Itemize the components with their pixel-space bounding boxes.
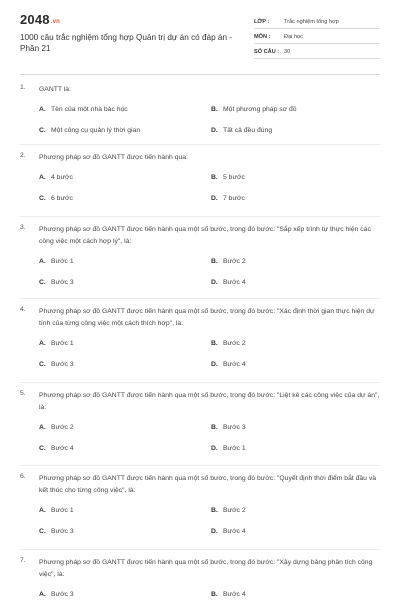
option-letter: C. <box>39 445 46 452</box>
question-text: Phương pháp sơ đồ GANTT được tiến hành qua một số bước, trong đó bước: "Quyết định thời điểm bắt đầu và kết thúc cho từng công việc", là: <box>39 475 377 494</box>
meta-label: LỚP : <box>254 19 270 25</box>
option-letter: B. <box>211 591 218 598</box>
question-number: 6. <box>20 473 26 480</box>
answer-option[interactable] <box>211 424 246 431</box>
option-letter: C. <box>39 279 46 286</box>
option-text: Bước 3 <box>51 528 74 535</box>
answer-option[interactable] <box>211 340 246 347</box>
option-letter: C. <box>39 127 46 134</box>
answer-option[interactable] <box>39 507 74 514</box>
option-letter: D. <box>211 127 218 134</box>
logo-suffix: .vn <box>50 19 61 25</box>
option-text: Bước 3 <box>51 361 74 368</box>
question-separator <box>20 549 380 550</box>
answer-option[interactable] <box>211 591 246 598</box>
option-text: Một công cụ quản lý thời gian <box>51 127 141 134</box>
question-number: 2. <box>20 152 26 159</box>
meta-value: Trắc nghiệm tổng hợp <box>284 19 339 25</box>
answer-option[interactable] <box>39 127 140 134</box>
meta-subject <box>254 31 380 44</box>
option-letter: A. <box>39 258 46 265</box>
option-letter: D. <box>211 528 218 535</box>
question-separator <box>20 382 380 383</box>
option-text: Bước 3 <box>51 279 74 286</box>
option-text: Bước 2 <box>223 340 246 347</box>
answer-option[interactable] <box>39 361 74 368</box>
meta-value: 30 <box>284 49 291 55</box>
option-text: Tên của một nhà bác học <box>51 106 128 113</box>
question-number: 3. <box>20 224 26 231</box>
option-text: 5 bước <box>223 174 245 181</box>
question-number: 4. <box>20 306 26 313</box>
option-letter: B. <box>211 507 218 514</box>
option-letter: C. <box>39 528 46 535</box>
document-header <box>0 0 400 70</box>
option-text: Bước 1 <box>223 445 246 452</box>
question-text: Phương pháp sơ đồ GANTT được tiến hành qua một số bước, trong đó bước: "Liệt kê các công việc của dự án", là: <box>39 392 380 411</box>
question-text: Phương pháp sơ đồ GANTT được tiến hành qua một số bước, trong đó bước: "Sắp xếp trình tự thực hiện các công việc một cách hợp lý", là: <box>39 226 371 245</box>
answer-option[interactable] <box>39 174 73 181</box>
option-text: Bước 4 <box>223 528 246 535</box>
answer-option[interactable] <box>211 361 246 368</box>
meta-class <box>254 16 380 29</box>
question-text: GANTT là: <box>39 86 71 93</box>
option-letter: D. <box>211 445 218 452</box>
option-text: Bước 4 <box>223 361 246 368</box>
logo-text: 2048 <box>20 12 50 27</box>
option-text: 4 bước <box>51 174 73 181</box>
site-logo[interactable] <box>20 12 60 27</box>
option-letter: A. <box>39 106 46 113</box>
option-letter: D. <box>211 195 218 202</box>
question-text: Phương pháp sơ đồ GANTT được tiến hành qua một số bước, trong đó bước: "Xác định thời gian thực hiện dự tính của từng công việc một cách thích hợp", là: <box>39 308 375 327</box>
question-number: 1. <box>20 84 26 91</box>
option-letter: B. <box>211 174 218 181</box>
question-text: Phương pháp sơ đồ GANTT được tiến hành qua một số bước, trong đó bước: "Xây dựng bảng phân tích công việc", là: <box>39 559 373 578</box>
answer-option[interactable] <box>39 591 74 598</box>
question-text: Phương pháp sơ đồ GANTT được tiến hành qua: <box>39 154 188 161</box>
option-text: Bước 2 <box>51 424 74 431</box>
document-title: 1000 câu trắc nghiệm tổng hợp Quản trị dự án có đáp án - Phần 21 <box>20 33 233 53</box>
option-letter: B. <box>211 424 218 431</box>
answer-option[interactable] <box>39 424 74 431</box>
option-text: Bước 1 <box>51 258 74 265</box>
question-number: 5. <box>20 390 26 397</box>
option-text: Bước 3 <box>223 424 246 431</box>
option-text: Bước 2 <box>223 258 246 265</box>
option-letter: D. <box>211 279 218 286</box>
option-text: Một phương pháp sơ đồ <box>223 106 297 113</box>
answer-option[interactable] <box>39 106 128 113</box>
option-letter: A. <box>39 591 46 598</box>
answer-option[interactable] <box>211 174 245 181</box>
option-letter: C. <box>39 195 46 202</box>
answer-option[interactable] <box>211 195 245 202</box>
option-text: Bước 4 <box>223 591 246 598</box>
option-text: 6 bước <box>51 195 73 202</box>
question-separator <box>20 465 380 466</box>
question-separator <box>20 298 380 299</box>
option-letter: C. <box>39 361 46 368</box>
option-text: Bước 4 <box>51 445 74 452</box>
answer-option[interactable] <box>39 279 74 286</box>
meta-label: SỐ CÂU : <box>254 49 280 55</box>
question-number: 7. <box>20 557 26 564</box>
answer-option[interactable] <box>211 258 246 265</box>
answer-option[interactable] <box>39 445 74 452</box>
answer-option[interactable] <box>39 528 74 535</box>
question-separator <box>20 144 380 145</box>
meta-label: MÔN : <box>254 34 271 40</box>
option-letter: A. <box>39 174 46 181</box>
option-letter: A. <box>39 340 46 347</box>
option-text: Bước 1 <box>51 340 74 347</box>
answer-option[interactable] <box>211 279 246 286</box>
answer-option[interactable] <box>211 127 272 134</box>
option-letter: B. <box>211 340 218 347</box>
option-letter: A. <box>39 507 46 514</box>
option-text: Bước 4 <box>223 279 246 286</box>
answer-option[interactable] <box>211 507 246 514</box>
option-text: Bước 1 <box>51 507 74 514</box>
option-letter: B. <box>211 106 218 113</box>
answer-option[interactable] <box>39 258 74 265</box>
question-separator <box>20 216 380 217</box>
option-text: Bước 2 <box>223 507 246 514</box>
answer-option[interactable] <box>39 195 73 202</box>
answer-option[interactable] <box>211 528 246 535</box>
option-text: 7 bước <box>223 195 245 202</box>
answer-option[interactable] <box>39 340 74 347</box>
option-text: Tất cả đều đúng <box>223 127 273 134</box>
option-letter: B. <box>211 258 218 265</box>
answer-option[interactable] <box>211 106 297 113</box>
header-divider <box>20 74 380 75</box>
option-letter: A. <box>39 424 46 431</box>
answer-option[interactable] <box>211 445 246 452</box>
meta-value: Đại học <box>284 34 303 40</box>
option-letter: D. <box>211 361 218 368</box>
meta-question-count <box>254 46 380 59</box>
option-text: Bước 3 <box>51 591 74 598</box>
